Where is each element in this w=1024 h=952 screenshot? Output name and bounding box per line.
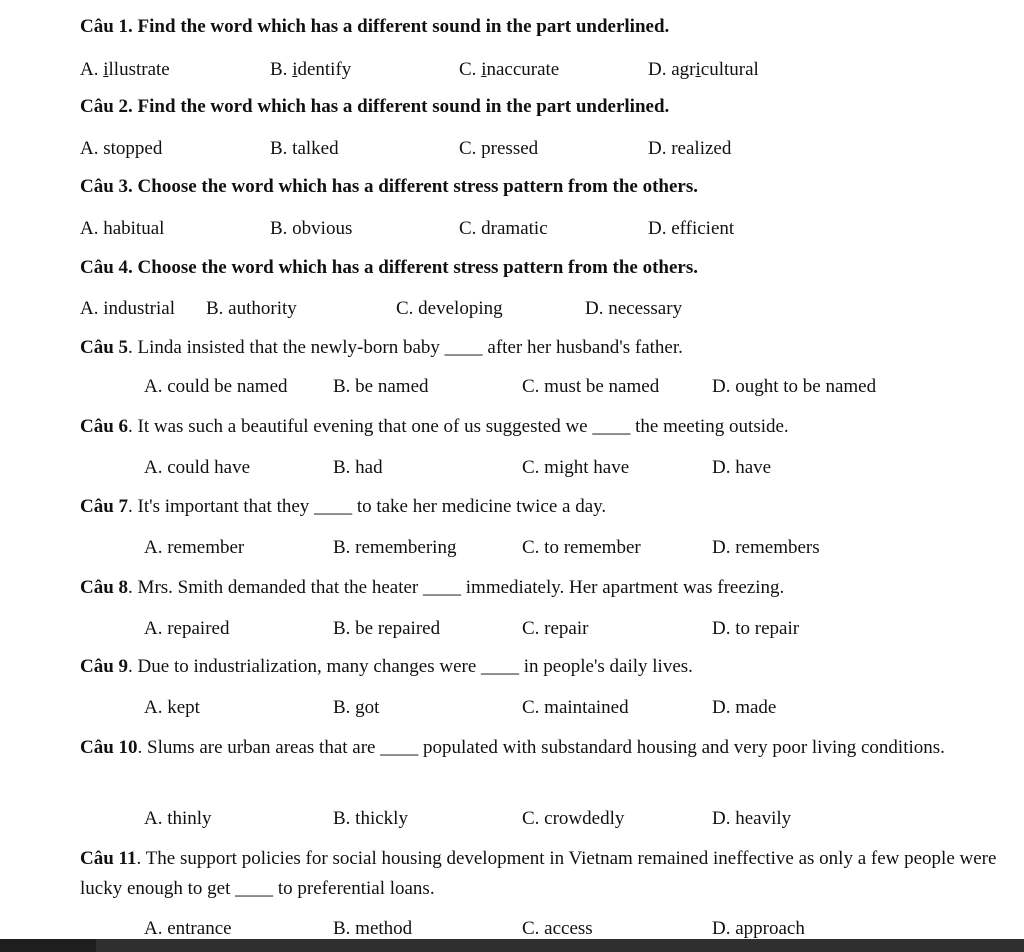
option-a: A. kept — [144, 697, 200, 718]
question-label: Câu 10 — [80, 737, 138, 758]
question-text: Choose the word which has a different stress pattern from the others. — [132, 257, 699, 278]
option-a: A. industrial — [80, 298, 175, 319]
option-c: C. must be named — [522, 376, 660, 397]
option-b: B. thickly — [333, 808, 408, 829]
option-d: D. necessary — [585, 298, 683, 319]
underlined-part: i — [695, 59, 701, 80]
question-label: Câu 1. — [80, 16, 133, 37]
option-b: B. talked — [270, 138, 339, 159]
option-b: B. got — [333, 697, 380, 718]
question-label: Câu 2. — [80, 96, 133, 117]
option-d: D. approach — [712, 918, 805, 939]
option-b: B. identify — [270, 59, 352, 80]
option-c: C. inaccurate — [459, 59, 560, 80]
option-a: A. illustrate — [80, 59, 170, 80]
question-6: Câu 6. It was such a beautiful evening that one of us suggested we ____ the meeting outside. — [80, 416, 789, 437]
question-2 — [80, 92, 669, 122]
option-d: D. have — [712, 457, 772, 478]
scrollbar-thumb[interactable] — [0, 939, 96, 952]
question-label: Câu 4. — [80, 257, 133, 278]
option-b: B. method — [333, 918, 413, 939]
option-a: A. stopped — [80, 138, 163, 159]
question-8: Câu 8. Mrs. Smith demanded that the heater ____ immediately. Her apartment was freezing. — [80, 577, 785, 598]
answer-blank: ____ — [380, 737, 419, 758]
underlined-part: i — [481, 59, 487, 80]
option-d: D. remembers — [712, 537, 820, 558]
underlined-part: i — [103, 59, 109, 80]
option-c: C. dramatic — [459, 218, 548, 239]
answer-blank: ____ — [423, 577, 462, 598]
question-4 — [80, 253, 698, 283]
option-a: A. repaired — [144, 618, 230, 639]
option-c: C. pressed — [459, 138, 539, 159]
question-9: Câu 9. Due to industrialization, many changes were ____ in people's daily lives. — [80, 656, 693, 677]
option-d: D. efficient — [648, 218, 735, 239]
question-11: Câu 11. The support policies for social housing development in Vietnam remained ineffective as only a few people were lucky enough to get ____ to preferential loans. — [80, 848, 997, 899]
option-c: C. might have — [522, 457, 630, 478]
question-1 — [80, 12, 669, 42]
option-a: A. thinly — [144, 808, 212, 829]
option-d: D. to repair — [712, 618, 800, 639]
question-label: Câu 11 — [80, 848, 137, 869]
option-b: B. remembering — [333, 537, 457, 558]
option-a: A. habitual — [80, 218, 165, 239]
answer-blank: ____ — [481, 656, 520, 677]
question-label: Câu 7 — [80, 496, 129, 517]
question-5: Câu 5. Linda insisted that the newly-born baby ____ after her husband's father. — [80, 337, 683, 358]
question-label: Câu 6 — [80, 416, 129, 437]
option-b: B. be repaired — [333, 618, 441, 639]
question-text: Find the word which has a different sound in the part underlined. — [132, 96, 670, 117]
option-d: D. ought to be named — [712, 376, 877, 397]
option-a: A. could be named — [144, 376, 288, 397]
question-label: Câu 5 — [80, 337, 129, 358]
question-text: Choose the word which has a different stress pattern from the others. — [132, 176, 699, 197]
option-a: A. could have — [144, 457, 251, 478]
option-a: A. entrance — [144, 918, 232, 939]
question-10: Câu 10. Slums are urban areas that are ____ populated with substandard housing and very poor living conditions. — [80, 737, 945, 758]
question-3 — [80, 172, 698, 202]
option-b: B. be named — [333, 376, 429, 397]
option-c: C. maintained — [522, 697, 629, 718]
option-c: C. access — [522, 918, 593, 939]
option-c: C. to remember — [522, 537, 641, 558]
question-label: Câu 8 — [80, 577, 129, 598]
question-text: Find the word which has a different sound in the part underlined. — [132, 16, 670, 37]
option-a: A. remember — [144, 537, 245, 558]
option-b: B. authority — [206, 298, 297, 319]
answer-blank: ____ — [444, 337, 483, 358]
answer-blank: ____ — [235, 878, 274, 899]
option-c: C. developing — [396, 298, 503, 319]
underlined-part: i — [292, 59, 298, 80]
option-c: C. crowdedly — [522, 808, 625, 829]
question-label: Câu 9 — [80, 656, 129, 677]
option-d: D. realized — [648, 138, 732, 159]
bottom-scrollbar[interactable] — [0, 939, 1024, 952]
option-b: B. had — [333, 457, 383, 478]
answer-blank: ____ — [592, 416, 631, 437]
question-label: Câu 3. — [80, 176, 133, 197]
option-d: D. agricultural — [648, 59, 759, 80]
option-d: D. heavily — [712, 808, 792, 829]
answer-blank: ____ — [314, 496, 353, 517]
option-c: C. repair — [522, 618, 589, 639]
option-b: B. obvious — [270, 218, 353, 239]
question-7: Câu 7. It's important that they ____ to take her medicine twice a day. — [80, 496, 607, 517]
option-d: D. made — [712, 697, 777, 718]
